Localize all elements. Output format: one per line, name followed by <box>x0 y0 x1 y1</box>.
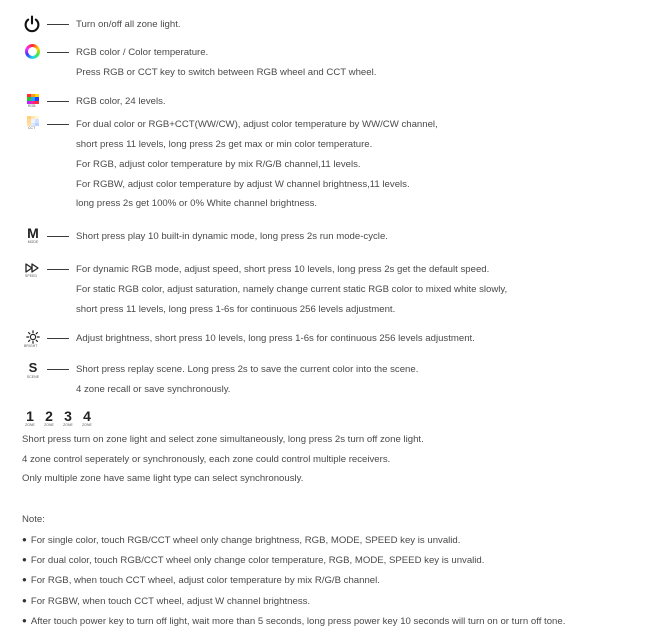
item-text: short press 11 levels, long press 1-6s for continuous 256 levels adjustment. <box>76 304 396 315</box>
mode-icon-label: MODE <box>27 240 39 244</box>
item-text: For dynamic RGB mode, adjust speed, short press 10 levels, long press 2s get the default speed. <box>76 264 490 275</box>
speed-arrows-icon <box>25 263 41 273</box>
item-text: For static RGB color, adjust saturation, namely change current static RGB color to mixed white slowly, <box>76 284 508 295</box>
item-text: Press RGB or CCT key to switch between RGB wheel and CCT wheel. <box>76 67 377 78</box>
connector-line <box>47 24 69 25</box>
color-wheel-icon <box>25 44 40 59</box>
zone-key-4 <box>79 410 95 427</box>
item-text: RGB color, 24 levels. <box>76 96 166 107</box>
scene-icon <box>24 362 42 382</box>
note-bullet: ● For RGB, when touch CCT wheel, adjust color temperature by mix R/G/B channel. <box>22 576 380 586</box>
mode-icon-glyph: M <box>27 225 39 241</box>
speed-icon-label: SPEED <box>25 274 37 278</box>
speed-icon <box>24 263 42 281</box>
note-bullet: ● After touch power key to turn off light, wait more than 5 seconds, long press power key 10 seconds will turn on or turn off tone. <box>22 617 565 627</box>
rgb-icon-label: RGB <box>28 104 36 108</box>
zone-text: Short press turn on zone light and select zone simultaneously, long press 2s turn off zone light. <box>22 434 424 445</box>
zone-key-label: ZONE <box>82 423 92 427</box>
item-text: short press 11 levels, long press 2s get max or min color temperature. <box>76 139 373 150</box>
zone-key-3 <box>60 410 76 427</box>
item-text: For RGBW, adjust color temperature by adjust W channel brightness,11 levels. <box>76 179 410 190</box>
zone-text: Only multiple zone have same light type can select synchronously. <box>22 473 304 484</box>
rgb-icon <box>27 94 39 108</box>
note-bullet: ● For RGBW, when touch CCT wheel, adjust W channel brightness. <box>22 597 310 607</box>
note-bullet: ● For single color, touch RGB/CCT wheel only change brightness, RGB, MODE, SPEED key is unvalid. <box>22 536 460 546</box>
zone-text: 4 zone control seperately or synchronously, each zone could control multiple receivers. <box>22 454 391 465</box>
connector-line <box>47 236 69 237</box>
scene-icon-glyph: S <box>28 360 38 375</box>
connector-line <box>47 369 69 370</box>
zone-key-label: ZONE <box>25 423 35 427</box>
connector-line <box>47 124 69 125</box>
connector-line <box>47 101 69 102</box>
item-text: 4 zone recall or save synchronously. <box>76 384 231 395</box>
zone-key-label: ZONE <box>44 423 54 427</box>
cct-icon-label: CCT <box>28 126 36 130</box>
sun-icon <box>26 330 40 344</box>
connector-line <box>47 338 69 339</box>
note-title: Note: <box>22 514 45 525</box>
item-text: Short press replay scene. Long press 2s to save the current color into the scene. <box>76 364 419 375</box>
item-text: For RGB, adjust color temperature by mix R/G/B channel,11 levels. <box>76 159 361 170</box>
item-text: Turn on/off all zone light. <box>76 19 181 30</box>
zone-key-number: 2 <box>45 408 53 424</box>
power-icon <box>23 15 41 33</box>
brightness-icon <box>24 330 42 350</box>
item-text: RGB color / Color temperature. <box>76 47 209 58</box>
scene-icon-label: SCENE <box>26 375 40 379</box>
cct-icon <box>27 116 39 130</box>
mode-icon <box>24 227 42 245</box>
bright-icon-label: BRIGHT <box>24 344 38 348</box>
connector-line <box>47 269 69 270</box>
zone-key-number: 4 <box>83 408 91 424</box>
item-text: long press 2s get 100% or 0% White channel brightness. <box>76 198 318 209</box>
zone-key-label: ZONE <box>63 423 73 427</box>
connector-line <box>47 52 69 53</box>
zone-key-2 <box>41 410 57 427</box>
item-text: Adjust brightness, short press 10 levels, long press 1-6s for continuous 256 levels adjustment. <box>76 333 475 344</box>
zone-key-number: 1 <box>26 408 34 424</box>
zone-key-number: 3 <box>64 408 72 424</box>
item-text: Short press play 10 built-in dynamic mode, long press 2s run mode-cycle. <box>76 231 388 242</box>
zone-key-1 <box>22 410 38 427</box>
item-text: For dual color or RGB+CCT(WW/CW), adjust color temperature by WW/CW channel, <box>76 119 438 130</box>
note-bullet: ● For dual color, touch RGB/CCT wheel only change color temperature, RGB, MODE, SPEED key is unvalid. <box>22 556 484 566</box>
